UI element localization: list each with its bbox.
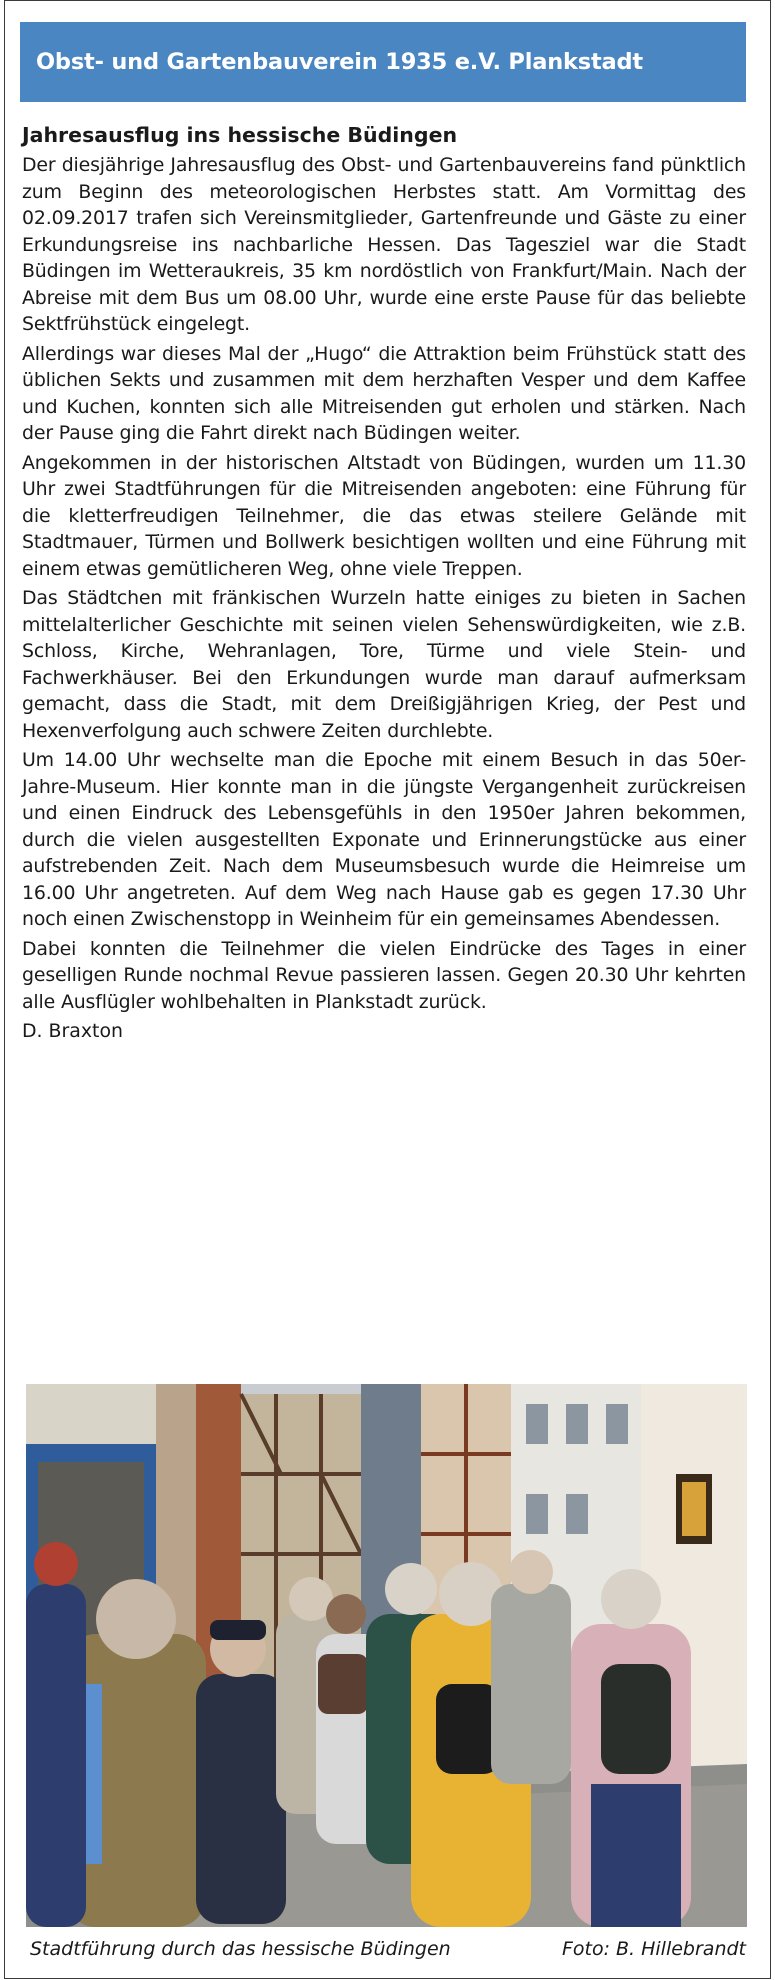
article	[22, 122, 746, 1045]
photo-caption: Stadtführung durch das hessische Büdingen	[30, 1938, 451, 1960]
article-headline: Jahresausflug ins hessische Büdingen	[22, 123, 458, 147]
group-photo	[26, 1384, 747, 1927]
header-banner	[20, 22, 746, 102]
photo-credit: Foto: B. Hillebrandt	[561, 1938, 746, 1960]
page-title: Obst- und Gartenbauverein 1935 e.V. Plankstadt	[36, 49, 643, 75]
article-author: D. Braxton	[22, 1020, 123, 1042]
paragraph-2: Allerdings war dieses Mal der „Hugo“ die Attraktion beim Frühstück statt des üblichen Sekts und zusammen mit dem herzhaften Vesper und dem Kaffee und Kuchen, konnten sich alle Mitreisenden gut erholen und stärken. Nach der Pause ging die Fahrt direkt nach Büdingen weiter.	[22, 342, 746, 444]
paragraph-6: Dabei konnten die Teilnehmer die vielen Eindrücke des Tages in einer geselligen Runde nochmal Revue passieren lassen. Gegen 20.30 Uhr kehrten alle Ausflügler wohlbehalten in Plankstadt zurück.	[22, 937, 746, 1013]
paragraph-4: Das Städtchen mit fränkischen Wurzeln hatte einiges zu bieten in Sachen mittelalterlicher Geschichte mit seinen vielen Sehenswürdigkeiten, wie z.B. Schloss, Kirche, Wehranlagen, Tore, Türme und viele Stein- und Fachwerkhäuser. Bei den Erkundungen wurde man darauf aufmerksam gemacht, dass die Stadt, mit dem Dreißigjährigen Krieg, der Pest und Hexenverfolgung auch schwere Zeiten durchlebte.	[22, 587, 746, 742]
paragraph-5: Um 14.00 Uhr wechselte man die Epoche mit einem Besuch in das 50er-Jahre-Museum. Hier konnte man in die jüngste Vergangenheit zurückreisen und einen Eindruck des Lebensgefühls in den 1950er Jahren bekommen, durch die vielen ausgestellten Exponate und Erinnerungstücke aus einer aufstrebenden Zeit. Nach dem Museumsbesuch wurde die Heimreise um 16.00 Uhr angetreten. Auf dem Weg nach Hause gab es gegen 17.30 Uhr noch einen Zwischenstopp in Weinheim für ein gemeinsames Abendessen.	[22, 749, 746, 930]
paragraph-1: Der diesjährige Jahresausflug des Obst- und Gartenbauvereins fand pünktlich zum Beginn des meteorologischen Herbstes statt. Am Vormittag des 02.09.2017 trafen sich Vereinsmitglieder, Gartenfreunde und Gäste zu einer Erkundungsreise ins nachbarliche Hessen. Das Tagesziel war die Stadt Büdingen im Wetteraukreis, 35 km nordöstlich von Frankfurt/Main. Nach der Abreise mit dem Bus um 08.00 Uhr, wurde eine erste Pause für das beliebte Sektfrühstück eingelegt.	[22, 154, 746, 335]
paragraph-3: Angekommen in der historischen Altstadt von Büdingen, wurden um 11.30 Uhr zwei Stadtführungen für die Mitreisenden angeboten: eine Führung für die kletterfreudigen Teilnehmer, die das etwas steilere Gelände mit Stadtmauer, Türmen und Bollwerk besichtigen wollten und eine Führung mit einem etwas gemütlicheren Weg, ohne viele Treppen.	[22, 451, 746, 580]
photo-caption-row	[30, 1934, 746, 1964]
